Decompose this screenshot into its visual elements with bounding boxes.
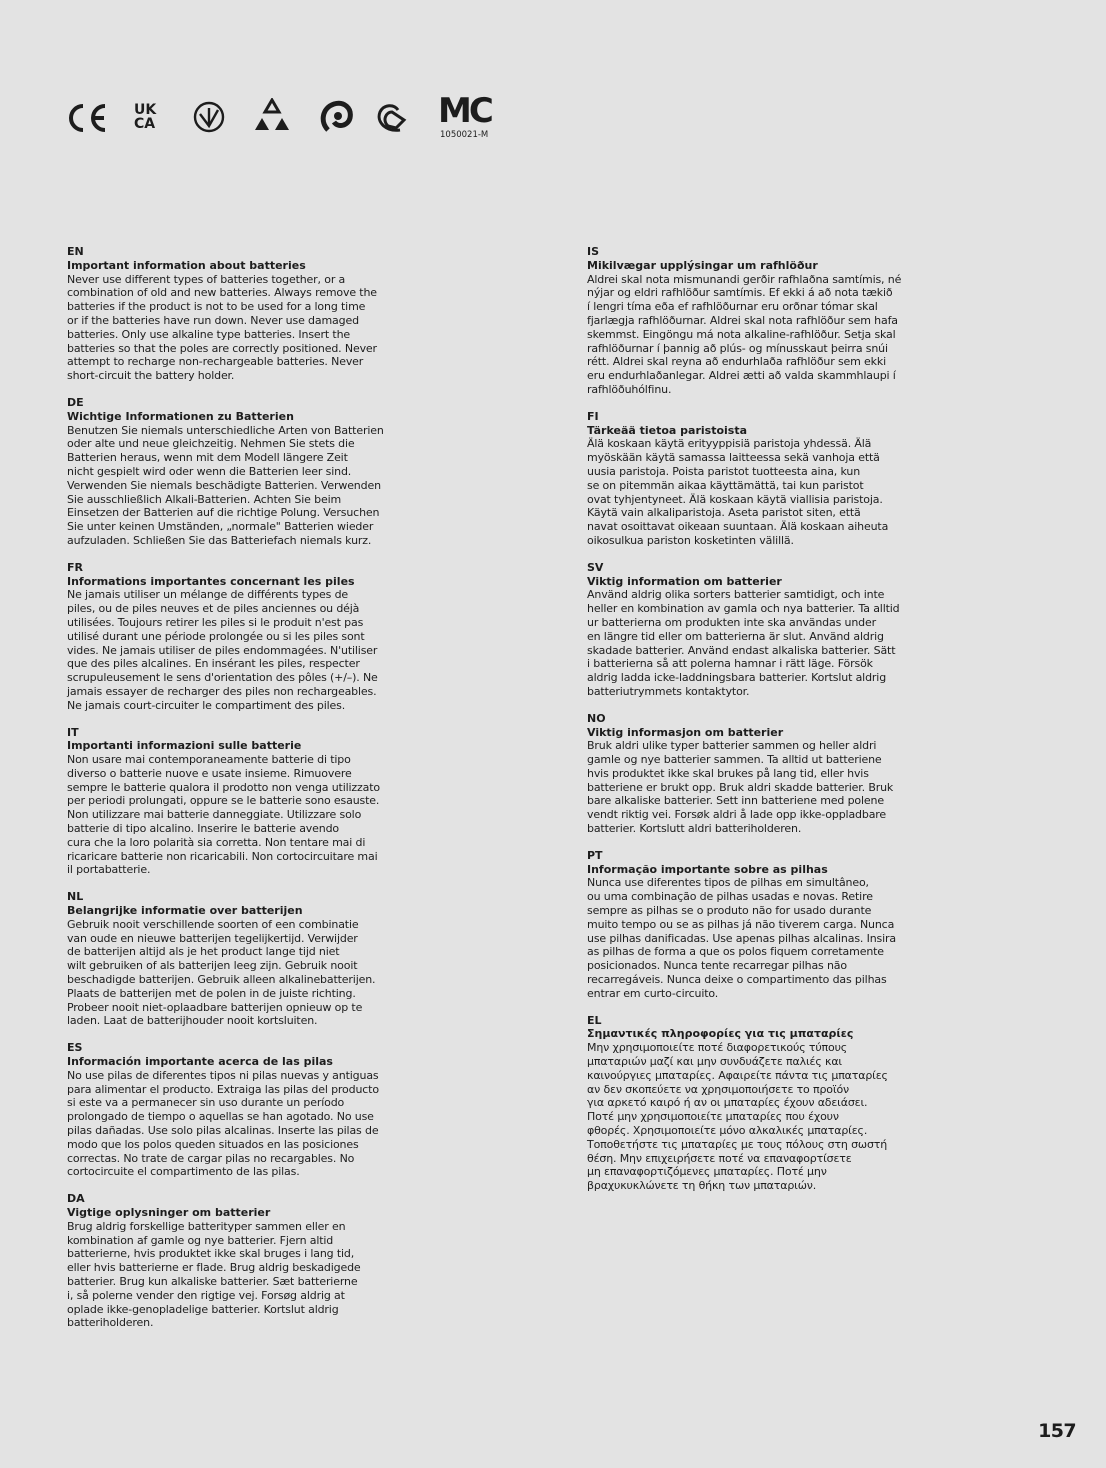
section-heading: Informations importantes concernant les piles: [67, 574, 355, 588]
mc-label: MC: [438, 91, 491, 131]
recycling-triangle-icon: [252, 98, 292, 134]
section-body: Gebruik nooit verschillende soorten of een combinatie van oude en nieuwe batterijen tegelijkertijd. Verwijder de batterijen altijd als je het product lange tijd niet wilt gebruiken of als batterijen leeg zijn. Gebruik nooit beschadigde batterijen. Gebruik alleen alkalinebatterijen. Plaats de batterijen met de polen in de juiste richting. Probeer nooit niet-oplaadbare batterijen opnieuw op te laden. Laat de batterijhouder nooit kortsluiten.: [67, 917, 376, 1028]
section-pt: [587, 849, 937, 1001]
section-body: Nunca use diferentes tipos de pilhas em simultâneo, ou uma combinação de pilhas usadas e novas. Retire sempre as pilhas se o produto não for usado durante muito tempo ou se as pilhas já não tiverem carga. Nunca use pilhas danificadas. Use apenas pilhas alcalinas. Insira as pilhas de forma a que os polos fiquem corretamente posicionados. Nunca tente recarregar pilhas não recarregáveis. Nunca deixe o compartimento das pilhas entrar em curto-circuito.: [587, 876, 896, 1000]
section-fr: [67, 561, 417, 713]
lang-code: IS: [587, 245, 600, 258]
section-is: [587, 245, 937, 397]
section-es: [67, 1041, 417, 1179]
ce-mark-icon: [66, 102, 110, 134]
right-column: [587, 245, 937, 1206]
section-body: Brug aldrig forskellige batterityper sammen eller en kombination af gamle og nye batterier. Fjern altid batterierne, hvis produktet ikke skal bruges i lang tid, eller hvis batterierne er flade. Brug aldrig beskadigede batterier. Brug kun alkaliske batterier. Sæt batterierne i, så polerne vender den rigtige vej. Forsøg aldrig at oplade ikke-genopladelige batterier. Kortslut aldrig batteriholderen.: [67, 1219, 361, 1330]
section-body: Never use different types of batteries together, or a combination of old and new batteries. Always remove the batteries if the product is not to be used for a long time or if the batteries have run down. Never use damaged batteries. Only use alkaline type batteries. Insert the batteries so that the poles are correctly positioned. Never attempt to recharge non-rechargeable batteries. Never short-circuit the battery holder.: [67, 272, 377, 383]
section-body: Benutzen Sie niemals unterschiedliche Arten von Batterien oder alte und neue gleichzeitig. Nehmen Sie stets die Batterien heraus, wenn mit dem Modell längere Zeit nicht gespielt wird oder wenn die Batterien leer sind. Verwenden Sie niemals beschädigte Batterien. Verwenden Sie ausschließlich Alkali-Batterien. Achten Sie beim Einsetzen der Batterien auf die richtige Polung. Versuchen Sie unter keinen Umständen, „normale" Batterien wieder aufzuladen. Schließen Sie das Batteriefach niemals kurz.: [67, 423, 384, 547]
section-heading: Important information about batteries: [67, 258, 306, 272]
page-number: 157: [1038, 1420, 1076, 1442]
ukca-mark-icon: [134, 103, 156, 131]
lang-code: IT: [67, 725, 79, 739]
section-de: [67, 396, 417, 548]
section-it: [67, 726, 417, 878]
mc-number: 1050021-M: [440, 130, 489, 140]
section-body: Älä koskaan käytä erityyppisiä paristoja yhdessä. Älä myöskään käytä samassa laitteessa sekä vanhoja että uusia paristoja. Poista paristot tuotteesta aina, kun se on pitemmän aikaa käyttämättä, tai kun paristot ovat tyhjentyneet. Älä koskaan käytä viallisia paristoja. Käytä vain alkaliparistoja. Aseta paristot siten, että navat osoittavat oikeaan suuntaan. Älä koskaan aiheuta oikosulkua pariston kosketinten välillä.: [587, 437, 889, 547]
section-da: [67, 1192, 417, 1330]
section-body: Non usare mai contemporaneamente batterie di tipo diverso o batterie nuove e usate insieme. Rimuovere sempre le batterie qualora il prodotto non venga utilizzato per periodi prolungati, oppure se le batterie sono esauste. Non utilizzare mai batterie danneggiate. Utilizzare solo batterie di tipo alcalino. Inserire le batterie avendo cura che la loro polarità sia corretta. Non tentare mai di ricaricare batterie non ricaricabili. Non cortocircuitare mai il portabatterie.: [67, 753, 381, 877]
section-heading: Vigtige oplysninger om batterier: [67, 1206, 271, 1219]
section-body: Μην χρησιμοποιείτε ποτέ διαφορετικούς τύπους μπαταριών μαζί και μην συνδυάζετε παλιές και καινούργιες μπαταρίες. Αφαιρείτε πάντα τις μπαταρίες αν δεν σκοπεύετε να χρησιμοποιήσετε το προϊόν για αρκετό καιρό ή αν οι μπαταρίες έχουν αδειάσει. Ποτέ μην χρησιμοποιείτε μπαταρίες που έχουν φθορές. Χρησιμοποιείτε μόνο αλκαλικές μπαταρίες. Τοποθετήστε τις μπαταρίες με τους πόλους στη σωστή θέση. Μην επιχειρήσετε ποτέ να επαναφορτίσετε μη επαναφορτιζόμενες μπαταρίες. Ποτέ μην βραχυκυκλώνετε τη θήκη των μπαταριών.: [587, 1041, 888, 1193]
lang-code: PT: [587, 848, 603, 862]
section-no: [587, 712, 937, 836]
recycling-mark-icon: [318, 100, 354, 134]
left-column: [67, 245, 417, 1343]
section-heading: Viktig information om batterier: [587, 574, 782, 588]
lang-code: FI: [587, 409, 599, 423]
ukca-top: UK: [134, 102, 157, 118]
section-fi: [587, 410, 937, 548]
lang-code: SV: [587, 560, 604, 574]
lang-code: EN: [67, 245, 84, 258]
section-heading: Mikilvægar upplýsingar um rafhlöður: [587, 258, 818, 272]
section-el: [587, 1014, 937, 1193]
lang-code: FR: [67, 560, 83, 574]
ukca-bottom: CA: [134, 116, 156, 132]
section-body: Använd aldrig olika sorters batterier samtidigt, och inte heller en kombination av gamla och nya batterier. Ta alltid ur batterierna om produkten inte ska användas under en längre tid eller om batterierna är slut. Använd aldrig skadade batterier. Använd endast alkaliska batterier. Sätt i batterierna så att polerna hamnar i rätt läge. Försök aldrig ladda icke-laddningsbara batterier. Kortslut aldrig batteriutrymmets kontaktytor.: [587, 588, 900, 698]
section-heading: Wichtige Informationen zu Batterien: [67, 409, 294, 423]
lang-code: ES: [67, 1041, 83, 1055]
section-body: Bruk aldri ulike typer batterier sammen og heller aldri gamle og nye batterier sammen. Ta alltid ut batteriene hvis produktet ikke skal brukes på lang tid, eller hvis batteriene er brukt opp. Bruk aldri skadde batterier. Bruk bare alkaliske batterier. Sett inn batteriene med polene vendt riktig vei. Forsøk aldri å lade opp ikke-oppladbare batterier. Kortslutt aldri batteriholderen.: [587, 739, 894, 836]
section-heading: Tärkeää tietoa paristoista: [587, 423, 748, 437]
lang-code: NO: [587, 711, 606, 725]
ukrainian-conformity-mark-icon: [192, 100, 226, 134]
section-heading: Importanti informazioni sulle batterie: [67, 739, 302, 753]
section-heading: Belangrijke informatie over batterijen: [67, 904, 303, 918]
section-heading: Información importante acerca de las pilas: [67, 1055, 333, 1069]
section-heading: Viktig informasjon om batterier: [587, 725, 784, 739]
lang-code: EL: [587, 1013, 602, 1027]
lang-code: NL: [67, 890, 84, 904]
section-body: Ne jamais utiliser un mélange de différents types de piles, ou de piles neuves et de piles anciennes ou déjà utilisées. Toujours retirer les piles si le produit n'est pas utilisé durant une période prolongée ou si les piles sont vides. Ne jamais utiliser de piles endommagées. N'utiliser que des piles alcalines. En insérant les piles, respecter scrupuleusement le sens d'orientation des pôles (+/–). Ne jamais essayer de recharger des piles non rechargeables. Ne jamais court-circuiter le compartiment des piles.: [67, 588, 378, 712]
lang-code: DE: [67, 395, 84, 409]
section-body: Aldrei skal nota mismunandi gerðir rafhlaðna samtímis, né nýjar og eldri rafhlöður samtímis. Ef ekki á að nota tækið í lengri tíma eða ef rafhlöðurnar eru orðnar tómar skal fjarlægja rafhlöðurnar. Aldrei skal nota rafhlöður sem hafa skemmst. Eingöngu má nota alkaline-rafhlöður. Setja skal rafhlöðurnar í þannig að plús- og mínusskaut þeirra snúi rétt. Aldrei skal reyna að endurhlaða rafhlöður sem ekki eru endurhlaðanlegar. Aldrei ætti að valda skammhlaupi í rafhlöðuhólfinu.: [587, 272, 902, 396]
recycle-mark-icon: [374, 102, 408, 134]
section-sv: [587, 561, 937, 699]
section-body: No use pilas de diferentes tipos ni pilas nuevas y antiguas para alimentar el producto. Extraiga las pilas del producto si este va a permanecer sin uso durante un período prolongado de tiempo o aquellas se han agotado. No use pilas dañadas. Use solo pilas alcalinas. Inserte las pilas de modo que los polos queden situados en las posiciones correctas. No trate de cargar pilas no recargables. No cortocircuite el compartimento de las pilas.: [67, 1068, 379, 1179]
section-nl: [67, 890, 417, 1028]
section-heading: Σημαντικές πληροφορίες για τις μπαταρίες: [587, 1027, 854, 1041]
mc-mark-icon: [438, 91, 491, 131]
lang-code: DA: [67, 1192, 85, 1206]
section-en: [67, 245, 417, 383]
section-heading: Informação importante sobre as pilhas: [587, 862, 828, 876]
